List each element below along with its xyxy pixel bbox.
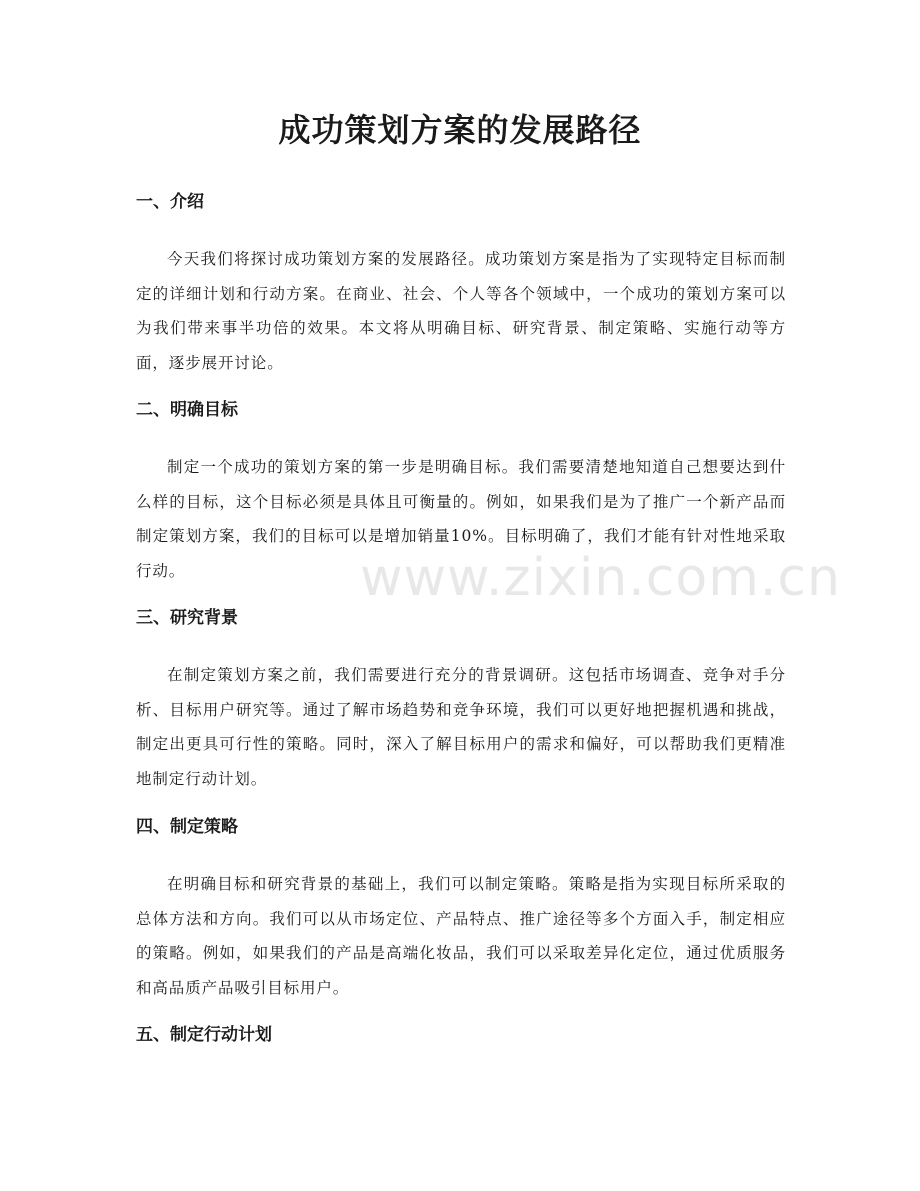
section-heading: 一、介绍 [136,192,204,212]
section-action-plan [136,1023,786,1047]
section-heading: 四、制定策略 [136,817,238,837]
section-heading: 五、制定行动计划 [136,1025,272,1045]
section-heading: 二、明确目标 [136,400,238,420]
section-paragraph: 制定一个成功的策划方案的第一步是明确目标。我们需要清楚地知道自己想要达到什么样的目标，这个目标必须是具体且可衡量的。例如，如果我们是为了推广一个新产品而制定策划方案，我们的目标可以是增加销量10%。目标明确了，我们才能有针对性地采取行动。 [136,458,786,580]
document-title: 成功策划方案的发展路径 [278,111,642,149]
section-paragraph: 在明确目标和研究背景的基础上，我们可以制定策略。策略是指为实现目标所采取的总体方法和方向。我们可以从市场定位、产品特点、推广途径等多个方面入手，制定相应的策略。例如，如果我们的产品是高端化妆品，我们可以采取差异化定位，通过优质服务和高品质产品吸引目标用户。 [136,875,786,997]
section-research-background [136,606,786,796]
watermark: www.zixin.com.cn [360,548,841,608]
section-paragraph: 在制定策划方案之前，我们需要进行充分的背景调研。这包括市场调查、竞争对手分析、目标用户研究等。通过了解市场趋势和竞争环境，我们可以更好地把握机遇和挑战，制定出更具可行性的策略。同时，深入了解目标用户的需求和偏好，可以帮助我们更精准地制定行动计划。 [136,666,786,788]
section-paragraph: 今天我们将探讨成功策划方案的发展路径。成功策划方案是指为了实现特定目标而制定的详细计划和行动方案。在商业、社会、个人等各个领域中，一个成功的策划方案可以为我们带来事半功倍的效果。本文将从明确目标、研究背景、制定策略、实施行动等方面，逐步展开讨论。 [136,250,786,372]
section-heading: 三、研究背景 [136,608,238,628]
section-introduction [136,190,786,380]
section-strategy [136,815,786,1005]
